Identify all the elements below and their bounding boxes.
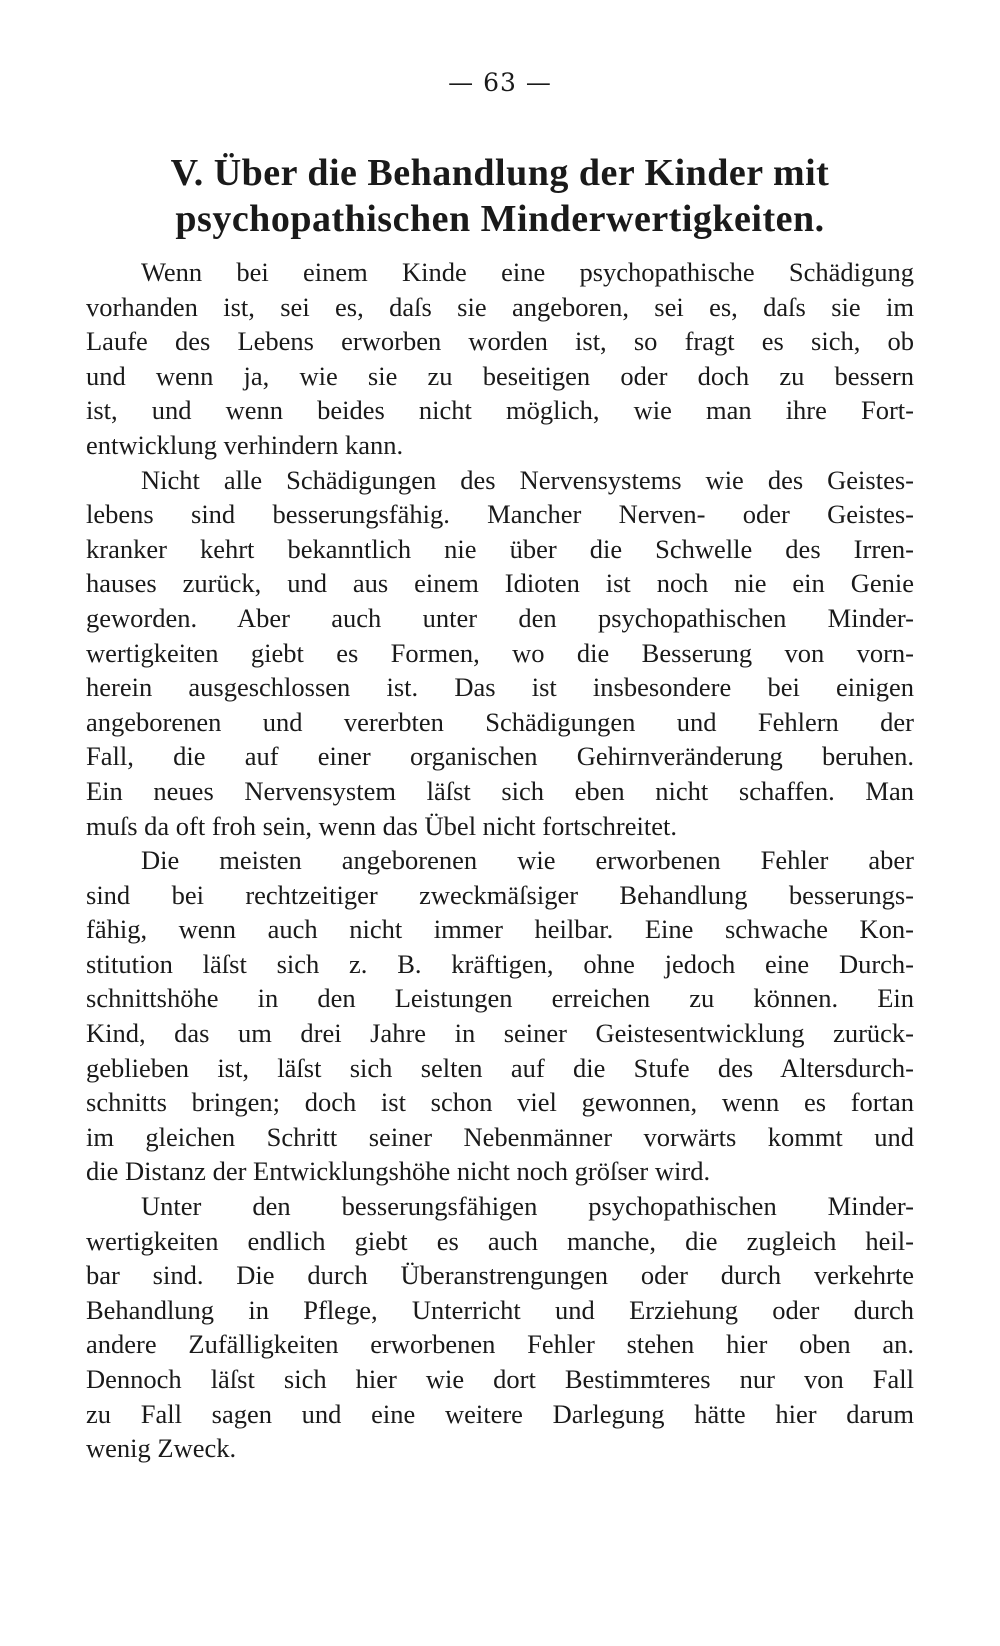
text-line: wertigkeiten giebt es Formen, wo die Besserung von vorn-: [86, 637, 914, 668]
text-line: hauses zurück, und aus einem Idioten ist noch nie ein Genie: [86, 568, 914, 599]
paragraph-4: [86, 1189, 914, 1466]
text-line: schnitts bringen; doch ist schon viel gewonnen, wenn es fortan: [86, 1087, 914, 1118]
page-number: — 63 —: [448, 68, 552, 97]
text-line: sind bei rechtzeitiger zweckmäſsiger Behandlung besserungs-: [86, 879, 914, 910]
text-line: ist, und wenn beides nicht möglich, wie man ihre Fort-: [86, 395, 914, 426]
text-line: wenig Zweck.: [86, 1433, 237, 1464]
text-line: Unter den besserungsfähigen psychopathischen Minder-: [141, 1191, 914, 1222]
text-line: schnittshöhe in den Leistungen erreichen zu können. Ein: [86, 983, 914, 1014]
text-line: bar sind. Die durch Überanstrengungen oder durch verkehrte: [86, 1260, 914, 1291]
text-line: entwicklung verhindern kann.: [86, 429, 404, 460]
text-line: Ein neues Nervensystem läſst sich eben nicht schaffen. Man: [86, 775, 914, 806]
text-line: kranker kehrt bekanntlich nie über die Schwelle des Irren-: [86, 533, 914, 564]
text-line: vorhanden ist, sei es, daſs sie angeboren, sei es, daſs sie im: [86, 291, 914, 322]
text-line: zu Fall sagen und eine weitere Darlegung hätte hier darum: [86, 1398, 914, 1429]
text-line: Dennoch läſst sich hier wie dort Bestimmteres nur von Fall: [86, 1364, 914, 1394]
text-line: geblieben ist, läſst sich selten auf die Stufe des Altersdurch-: [86, 1052, 914, 1083]
text-line: Laufe des Lebens erworben worden ist, so fragt es sich, ob: [86, 326, 914, 357]
text-line: stitution läſst sich z. B. kräftigen, ohne jedoch eine Durch-: [86, 948, 914, 979]
text-line: Wenn bei einem Kinde eine psychopathische Schädigung: [141, 257, 914, 287]
text-line: und wenn ja, wie sie zu beseitigen oder doch zu bessern: [86, 360, 914, 391]
text-line: andere Zufälligkeiten erworbenen Fehler stehen hier oben an.: [86, 1329, 914, 1360]
chapter-title-line-1: V. Über die Behandlung der Kinder mit: [170, 152, 830, 194]
chapter-title: [80, 150, 920, 242]
text-line: wertigkeiten endlich giebt es auch manche, die zugleich heil-: [86, 1225, 914, 1256]
text-line: Nicht alle Schädigungen des Nervensystems wie des Geistes-: [141, 464, 914, 495]
text-line: Behandlung in Pflege, Unterricht und Erziehung oder durch: [86, 1294, 914, 1325]
body-text: [86, 255, 914, 1466]
text-line: muſs da oft froh sein, wenn das Übel nicht fortschreitet.: [86, 810, 677, 841]
text-line: angeborenen und vererbten Schädigungen und Fehlern der: [86, 706, 914, 737]
text-line: Fall, die auf einer organischen Gehirnveränderung beruhen.: [86, 741, 914, 772]
text-line: lebens sind besserungsfähig. Mancher Nerven- oder Geistes-: [86, 499, 914, 530]
paragraph-3: [86, 843, 914, 1189]
text-line: fähig, wenn auch nicht immer heilbar. Eine schwache Kon-: [86, 914, 914, 945]
text-line: herein ausgeschlossen ist. Das ist insbesondere bei einigen: [86, 672, 914, 703]
text-line: im gleichen Schritt seiner Nebenmänner vorwärts kommt und: [86, 1121, 914, 1152]
paragraph-1: [86, 255, 914, 463]
text-line: geworden. Aber auch unter den psychopathischen Minder-: [86, 602, 914, 633]
text-line: die Distanz der Entwicklungshöhe nicht noch gröſser wird.: [86, 1156, 711, 1187]
text-line: Kind, das um drei Jahre in seiner Geistesentwicklung zurück-: [86, 1018, 914, 1049]
paragraph-2: [86, 463, 914, 844]
text-line: Die meisten angeborenen wie erworbenen Fehler aber: [141, 845, 914, 876]
chapter-title-line-2: psychopathischen Minderwertigkeiten.: [175, 198, 825, 240]
